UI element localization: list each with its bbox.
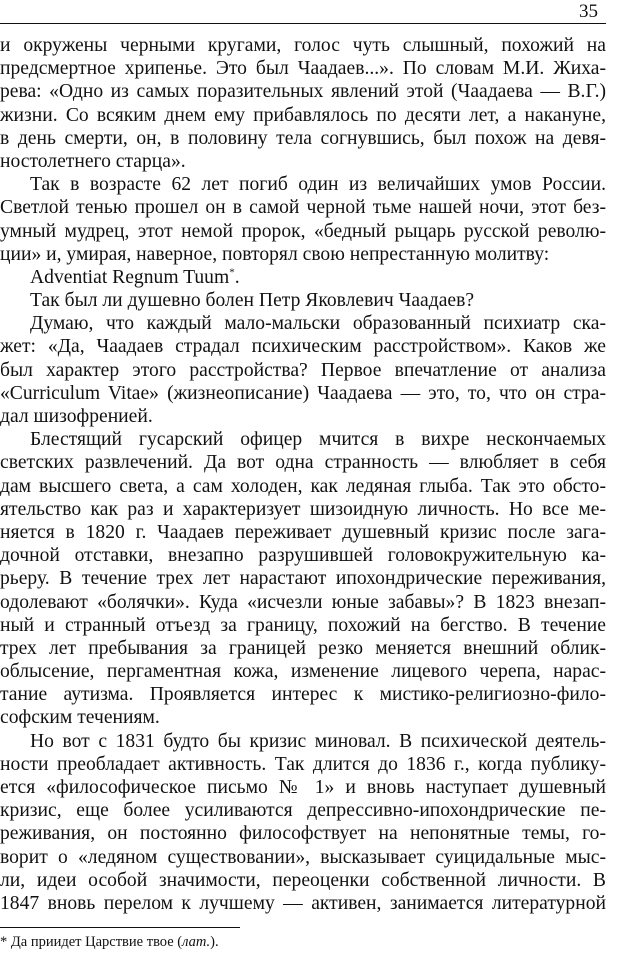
text-line-content: Так был ли душевно болен Петр Яковлевич Чаадаев? — [30, 290, 475, 312]
text-line-content: трех лет пребывания за границей резко меняется внешний облик- — [0, 637, 606, 659]
text-line — [0, 289, 606, 312]
text-line-content: облысение, пергаментная кожа, изменение лицевого черепа, нарас- — [0, 661, 606, 683]
text-line — [0, 753, 606, 776]
text-line — [0, 359, 606, 382]
text-line-content: ностолетнего старца». — [0, 150, 186, 172]
text-line — [0, 451, 606, 474]
text-line-content: ный и странный отъезд за границу, похожий на бегство. В течение — [0, 614, 606, 636]
text-line-tail: . — [234, 266, 240, 288]
text-line-content: кризис, еще более усиливаются депрессивно-ипохондрические пе- — [0, 800, 606, 822]
text-line-content: одолевают «болячки». Куда «исчезли юные забавы»? В 1823 внезап- — [0, 591, 606, 613]
text-line-content: ятельство как раз и характеризует шизоидную личность. Но все ме- — [0, 498, 606, 520]
text-line-content: был характер этого расстройства? Первое впечатление от анализа — [0, 359, 606, 381]
text-line-content: в день смерти, он, в половину тела согнувшись, был похож на девя- — [0, 127, 606, 149]
footnote-rule — [0, 927, 240, 928]
text-line-content: ности преобладает активность. Так длится до 1836 г., когда публику- — [0, 753, 606, 775]
text-line — [0, 637, 606, 660]
text-line-content: 1847 вновь перелом к лучшему — активен, занимается литературной — [0, 892, 606, 914]
text-line-content: рева: «Одно из самых поразительных явлений этой (Чаадаева — В.Г.) — [0, 81, 606, 103]
text-line-content: дочной отставки, внезапно разрушившей головокружительную ка- — [0, 545, 606, 567]
text-line — [0, 150, 606, 173]
text-line-content: тание аутизма. Проявляется интерес к мистико-религиозно-фило- — [0, 684, 606, 706]
text-line-content: ции» и, умирая, наверное, повторял свою непрестанную молитву: — [0, 243, 550, 265]
text-line-content: Блестящий гусарский офицер мчится в вихре нескончаемых — [30, 429, 606, 451]
text-line — [0, 730, 606, 753]
text-line-content: дал шизофренией. — [0, 406, 153, 427]
body-text — [0, 34, 606, 915]
text-line-content: дам высшего света, а сам холоден, как ледяная глыба. Так это обсто- — [0, 475, 606, 497]
footnote — [0, 933, 219, 951]
text-line-content: ворит о «ледяном существовании», высказывает суицидальные мыс- — [0, 846, 606, 868]
text-line — [0, 567, 606, 590]
text-line — [0, 475, 606, 498]
text-line-content: жет: «Да, Чаадаев страдал психическим расстройством». Каков же — [0, 336, 606, 358]
text-line — [0, 405, 606, 428]
text-line — [0, 544, 606, 567]
text-line — [0, 80, 606, 103]
footnote-marker: * — [0, 934, 8, 950]
page-number: 35 — [579, 1, 598, 22]
text-line — [0, 521, 606, 544]
text-line — [0, 683, 606, 706]
text-line-content: предсмертное хрипенье. Это был Чаадаев...». По словам М.И. Жиха- — [0, 58, 606, 80]
text-line — [0, 220, 606, 243]
text-line — [0, 127, 606, 150]
text-line-content: софским течениям. — [0, 707, 160, 729]
text-line — [0, 776, 606, 799]
text-line — [0, 243, 606, 266]
text-line — [0, 869, 606, 892]
text-line — [0, 57, 606, 80]
text-line — [0, 822, 606, 845]
footnote-text: Да приидет Царствие твое ( — [7, 934, 183, 950]
footnote-italic: лат. — [182, 934, 211, 950]
text-line — [0, 591, 606, 614]
text-line-content: Думаю, что каждый мало-мальски образованный психиатр ска- — [30, 313, 606, 335]
text-line — [0, 173, 606, 196]
text-line-content: умный мудрец, этот немой пророк, «бедный рыцарь русской револю- — [0, 220, 606, 242]
text-line-content: Так в возрасте 62 лет погиб один из величайших умов России. — [30, 174, 606, 196]
footnote-end: ). — [210, 934, 219, 950]
footnote-reference: * — [229, 266, 235, 279]
text-line — [0, 498, 606, 521]
text-line-content: Adventiat Regnum Tuum — [30, 266, 230, 288]
text-line-content: «Curriculum Vitae» (жизнеописание) Чаадаева — это, то, что он стра- — [0, 382, 606, 404]
text-line — [0, 706, 606, 729]
text-line — [0, 196, 606, 219]
text-line-content: Светлой тенью прошел он в самой черной тьме нашей ночи, этот без- — [0, 197, 606, 219]
text-line-content: реживания, он постоянно философствует на непонятные темы, го- — [0, 823, 606, 845]
text-line — [0, 660, 606, 683]
text-line-content: и окружены черными кругами, голос чуть слышный, похожий на — [0, 35, 606, 56]
text-line — [0, 104, 606, 127]
text-line — [0, 34, 606, 57]
text-line-content: ется «философическое письмо № 1» и вновь наступает душевный — [0, 777, 606, 798]
text-line-content: светских развлечений. Да вот одна странность — влюбляет в себя — [0, 452, 606, 474]
text-line — [0, 799, 606, 822]
text-line — [0, 892, 606, 915]
text-line-content: Но вот с 1831 будто бы кризис миновал. В психической деятель- — [30, 730, 606, 752]
text-line-content: ли, идеи особой значимости, переоценки собственной личности. В — [0, 869, 606, 891]
text-line-content: няется в 1820 г. Чаадаев переживает душевный кризис после зага- — [0, 521, 606, 543]
text-line — [0, 312, 606, 335]
text-line — [0, 846, 606, 869]
text-line-content: жизни. Со всяким днем ему прибавлялось по десяти лет, а накануне, — [0, 104, 606, 126]
text-line — [0, 382, 606, 405]
text-line — [0, 266, 606, 289]
text-line — [0, 614, 606, 637]
text-line — [0, 428, 606, 451]
text-line-content: рьеру. В течение трех лет нарастают ипохондрические переживания, — [0, 568, 606, 590]
header-rule — [0, 23, 606, 24]
text-line — [0, 335, 606, 358]
